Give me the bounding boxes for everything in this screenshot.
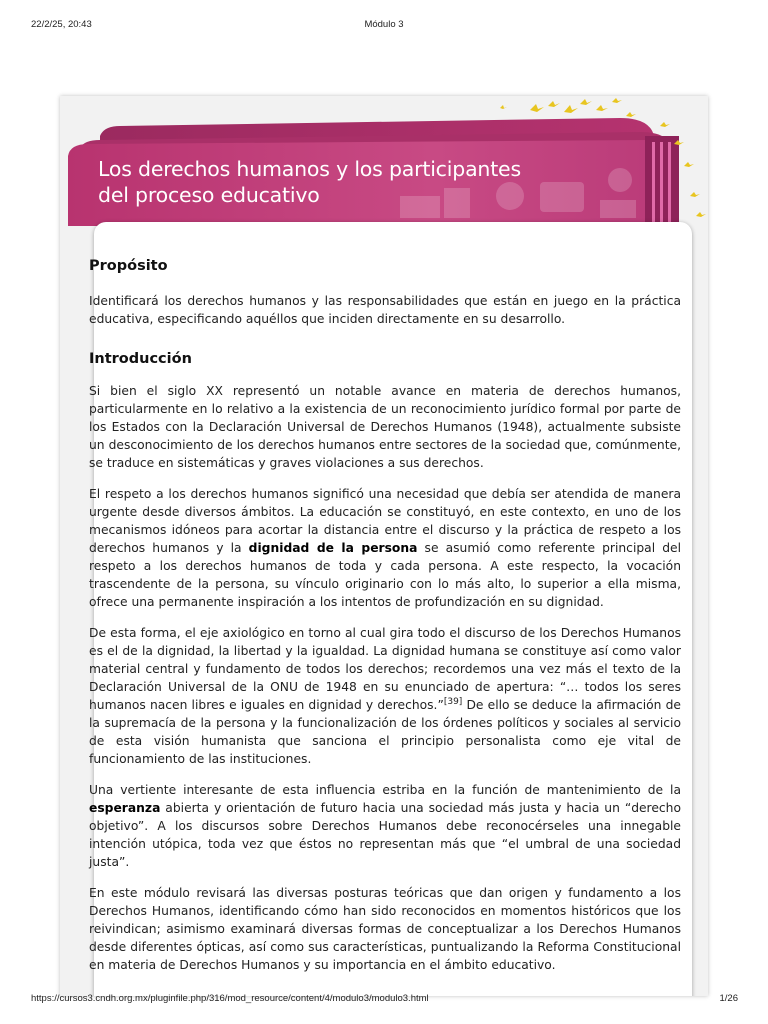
intro-paragraph-1: Si bien el siglo XX representó un notable avance en materia de derechos humanos, particularmente en lo relativo a la existencia de un reconocimiento jurídico formal por parte de los Estados con la Declaración Universal de Derechos Humanos (1948), actualmente subsiste un desconocimiento de los derechos humanos entre sectores de la sociedad que, comúnmente, se traduce en sistemáticas y graves violaciones a sus derechos. — [89, 384, 681, 470]
intro-paragraph-4 — [89, 781, 681, 871]
intro-paragraph-4-text-a: Una vertiente interesante de esta influencia estriba en la función de mantenimiento de la — [89, 783, 681, 797]
module-content — [89, 256, 681, 987]
module-title — [98, 156, 568, 208]
module-banner — [60, 96, 708, 226]
intro-paragraph-2-text-b: se asumió como referente principal del respeto a los derechos humanos de toda y cada persona. A este respecto, la vocación trascendente de la persona, su vínculo originario con lo más alto, lo superior a ella misma, ofrece una permanente inspiración a los intentos de profundización en su dignidad. — [89, 541, 681, 609]
intro-paragraph-4-text-b: abierta y orientación de futuro hacia una sociedad más justa y hacia un “derecho objetivo”. A los discursos sobre Derechos Humanos debe reconocérseles una innegable intención utópica, toda vez que éstos no representan más que “el umbral de una sociedad justa”. — [89, 801, 681, 869]
proposito-heading: Propósito — [89, 258, 168, 274]
esperanza-term: esperanza — [89, 801, 161, 815]
intro-paragraph-3 — [89, 624, 681, 768]
intro-paragraph-3-text-b: De ello se deduce la afirmación de la supremacía de la persona y la funcionalización de los órdenes políticos y sociales al servicio de esta visión humanista que sanciona el principio personalista como eje vital de funcionamiento de las instituciones. — [89, 698, 681, 766]
module-title-line2: del proceso educativo — [98, 183, 320, 207]
intro-paragraph-2 — [89, 485, 681, 611]
print-header — [0, 19, 768, 33]
footnote-ref-39[interactable]: [39] — [443, 696, 463, 707]
intro-paragraph-2-text-a: El respeto a los derechos humanos significó una necesidad que debía ser atendida de manera urgente desde diversos ámbitos. La educación se constituyó, en este contexto, en uno de los mecanismos idóneos para acortar la distancia entre el discurso y la práctica de respeto a los derechos humanos y la — [89, 487, 681, 555]
print-page-number: 1/26 — [719, 993, 738, 1004]
proposito-paragraph: Identificará los derechos humanos y las responsabilidades que están en juego en la práctica educativa, especificando aquéllos que inciden directamente en su desarrollo. — [89, 294, 681, 326]
intro-paragraph-3-text-a: De esta forma, el eje axiológico en torno al cual gira todo el discurso de los Derechos Humanos es el de la dignidad, la libertad y la igualdad. La dignidad humana se constituye así como valor material central y fundamento de todos los derechos; recordemos una vez más el texto de la Declaración Universal de la ONU de 1948 en su enunciado de apertura: “… todos los seres humanos nacen libres e iguales en dignidad y derechos.” — [89, 626, 681, 712]
intro-paragraph-5: En este módulo revisará las diversas posturas teóricas que dan origen y fundamento a los Derechos Humanos, identificando cómo han sido reconocidos en momentos históricos que los reivindican; asimismo examinará diversas formas de conceptualizar a los Derechos Humanos desde diferentes ópticas, así como sus características, puntualizando la Reforma Constitucional en materia de Derechos Humanos y su importancia en el ámbito educativo. — [89, 886, 681, 972]
introduccion-heading: Introducción — [89, 351, 192, 367]
print-url: https://cursos3.cndh.org.mx/pluginfile.php/316/mod_resource/content/4/modulo3/modulo3.html — [31, 993, 429, 1004]
print-date: 22/2/25, 20:43 — [31, 19, 92, 30]
module-title-line1: Los derechos humanos y los participantes — [98, 157, 521, 181]
print-footer — [0, 993, 768, 1007]
print-title: Módulo 3 — [364, 19, 404, 30]
dignidad-de-la-persona-term: dignidad de la persona — [248, 541, 418, 555]
